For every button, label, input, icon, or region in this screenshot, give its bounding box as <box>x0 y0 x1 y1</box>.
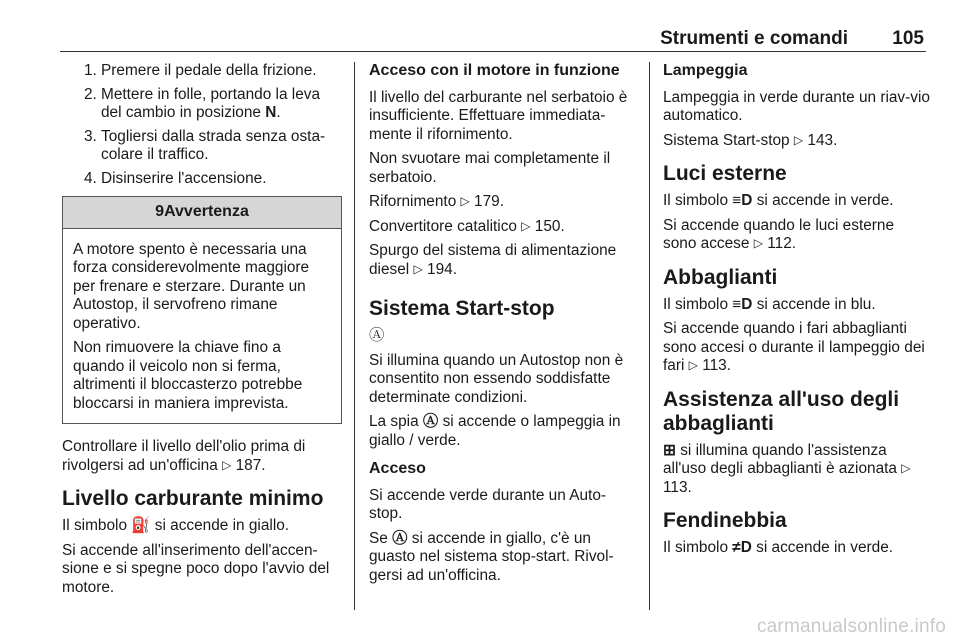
arrow-icon: ▷ <box>688 358 698 372</box>
paragraph: Si accende quando le luci esterne sono accese ▷ 112. <box>663 216 895 252</box>
arrow-icon: ▷ <box>460 194 470 208</box>
watermark: carmanualsonline.info <box>756 616 946 637</box>
reference-line: Rifornimento ▷ 179. <box>369 193 505 210</box>
fog-light-icon: ≠D <box>732 539 752 556</box>
high-beam-icon: ≡D <box>732 295 753 313</box>
reference-line: Sistema Start-stop ▷ 143. <box>663 131 838 149</box>
fuel-paragraph: Il simbolo ⛽ si accende in giallo. <box>62 517 290 534</box>
start-stop-icon: Ⓐ <box>392 529 408 547</box>
paragraph: Non svuotare mai completamente il serbatoio. <box>369 150 611 186</box>
arrow-icon: ▷ <box>521 218 531 233</box>
subsection-title: Acceso <box>369 460 426 477</box>
paragraph: La spia Ⓐ si accende o lampeggia in giallo / verde. <box>369 413 621 449</box>
section-title-start-stop: Sistema Start-stop <box>369 297 555 320</box>
section-title-fog-lights: Fendinebbia <box>663 509 787 532</box>
column-3 <box>663 62 931 564</box>
arrow-icon: ▷ <box>901 461 911 475</box>
page-reference[interactable]: 194 <box>427 260 453 278</box>
high-beam-assist-icon: ⊞ <box>663 441 676 459</box>
warning-paragraph: A motore spento è necessaria una forza considerevolmente maggiore per frenare e sterzare. Durante un Autostop, il servofreno rimane operativo. <box>73 240 310 332</box>
page-reference[interactable]: 150 <box>534 217 561 235</box>
list-item: 3. Togliersi dalla strada senza osta-colare il traffico. <box>84 127 326 163</box>
list-item: 2. Mettere in folle, portando la leva del cambio in posizione N. <box>84 85 321 121</box>
page-reference[interactable]: 113 <box>663 478 688 496</box>
steps-list <box>62 62 342 188</box>
reference-line: Spurgo del sistema di alimentazione diesel ▷ 194. <box>369 242 617 278</box>
subsection-title: Lampeggia <box>663 62 748 79</box>
paragraph: Il livello del carburante nel serbatoio è insufficiente. Effettuare immediata-mente il rifornimento. <box>369 88 628 143</box>
start-stop-icon: Ⓐ <box>369 327 385 344</box>
reference-line: Convertitore catalitico ▷ 150. <box>369 217 565 235</box>
column-2 <box>369 62 637 591</box>
warning-header <box>63 197 341 229</box>
warning-box <box>62 196 342 424</box>
column-divider <box>649 62 650 610</box>
warning-title: Avvertenza <box>164 203 249 220</box>
page-header <box>60 22 926 52</box>
exterior-light-icon: ≡D <box>732 192 753 209</box>
paragraph: Il simbolo ≠D si accende in verde. <box>663 539 894 556</box>
list-item: 4. Disinserire l'accensione. <box>84 169 267 187</box>
paragraph: Si accende quando i fari abbaglianti sono accesi o durante il lampeggio dei fari ▷ 113. <box>663 320 925 374</box>
section-title-fuel: Livello carburante minimo <box>62 487 324 510</box>
warning-paragraph: Non rimuovere la chiave fino a quando il veicolo non si ferma, altrimenti il bloccasterzo potrebbe bloccarsi in maniera imprevista. <box>73 339 303 412</box>
arrow-icon: ▷ <box>793 132 804 147</box>
paragraph: Si accende verde durante un Auto-stop. <box>369 486 607 522</box>
paragraph: Il simbolo ≡D si accende in blu. <box>663 295 876 313</box>
paragraph: Si illumina quando un Autostop non è consentito non essendo soddisfatte determinate condizioni. <box>369 351 624 406</box>
column-1 <box>62 62 342 603</box>
warning-body <box>63 229 341 424</box>
page-reference[interactable]: 143 <box>807 131 834 149</box>
page-number: 105 <box>892 28 924 49</box>
paragraph: Se Ⓐ si accende in giallo, c'è un guasto nel sistema stop-start. Rivol-gersi ad un'officina. <box>369 529 614 584</box>
list-item: 1. Premere il pedale della frizione. <box>84 62 317 79</box>
warning-icon: 9 <box>155 203 165 220</box>
fuel-icon: ⛽ <box>131 517 151 534</box>
arrow-icon: ▷ <box>222 457 232 472</box>
section-title-high-beam: Abbaglianti <box>663 265 778 289</box>
paragraph: Il simbolo ≡D si accende in verde. <box>663 192 894 209</box>
fuel-paragraph: Si accende all'inserimento dell'accen-sione e si spegne poco dopo l'avvio del motore. <box>62 541 330 596</box>
start-stop-icon: Ⓐ <box>422 413 439 430</box>
page-reference[interactable]: 113 <box>702 357 727 374</box>
header-title: Strumenti e comandi <box>660 28 848 49</box>
paragraph: Lampeggia in verde durante un riav-vio automatico. <box>663 88 930 124</box>
paragraph: ⊞ si illumina quando l'assistenza all'uso degli abbaglianti è azionata ▷ 113. <box>663 441 911 496</box>
oil-paragraph: Controllare il livello dell'olio prima di rivolgersi ad un'officina ▷ 187. <box>62 438 306 474</box>
page-reference[interactable]: 187 <box>235 456 262 474</box>
subsection-title: Acceso con il motore in funzione <box>369 62 620 79</box>
arrow-icon: ▷ <box>753 236 763 250</box>
column-divider <box>354 62 355 610</box>
section-title-high-beam-assist: Assistenza all'uso degli abbaglianti <box>663 387 900 435</box>
page-reference[interactable]: 112 <box>767 235 792 252</box>
arrow-icon: ▷ <box>413 261 423 276</box>
page-reference[interactable]: 179 <box>474 193 500 210</box>
section-title-exterior-lights: Luci esterne <box>663 162 787 185</box>
